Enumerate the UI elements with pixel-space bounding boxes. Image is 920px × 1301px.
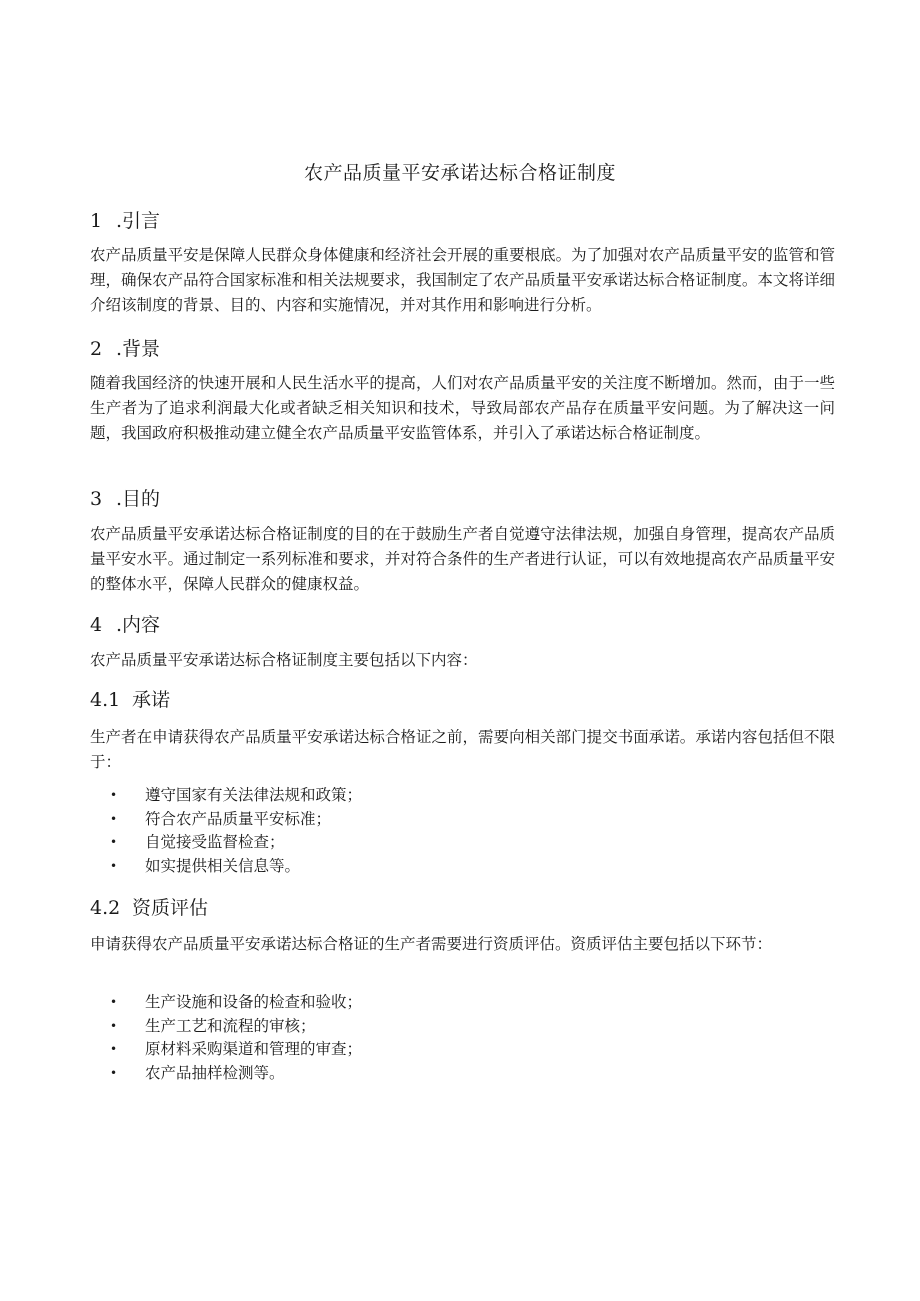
section-4-2-heading — [90, 895, 208, 921]
section-3-number: 3 — [90, 488, 103, 510]
section-4-title: .内容 — [116, 614, 161, 636]
section-4-1-title: 承诺 — [132, 689, 171, 711]
list-item: • 原材料采购渠道和管理的审查； — [90, 1038, 362, 1062]
list-item: • 符合农产品质量平安标准； — [90, 808, 362, 832]
section-4-paragraph: 农产品质量平安承诺达标合格证制度主要包括以下内容： — [90, 651, 478, 669]
section-4-number: 4 — [90, 614, 103, 636]
section-3-heading — [90, 486, 160, 512]
bullet-icon: • — [110, 788, 118, 802]
section-4-heading — [90, 612, 160, 638]
bullet-icon: • — [110, 1042, 118, 1056]
bullet-icon: • — [110, 1065, 118, 1080]
bullet-icon: • — [110, 858, 118, 873]
section-4-1-bullet-list — [90, 784, 362, 878]
section-2-paragraph: 随着我国经济的快速开展和人民生活水平的提高，人们对农产品质量平安的关注度不断增加。然而，由于一些生产者为了追求利润最大化或者缺乏相关知识和技术，导致局部农产品存在质量平安问题。为了解决这一问题，我国政府积极推动建立健全农产品质量平安监管体系，并引入了承诺达标合格证制度。 — [90, 374, 835, 442]
section-1-number: 1 — [90, 210, 103, 232]
section-4-2-title: 资质评估 — [132, 897, 209, 919]
section-2-number: 2 — [90, 338, 103, 360]
bullet-icon: • — [110, 811, 118, 826]
section-2-title: .背景 — [116, 338, 161, 360]
list-item: • 如实提供相关信息等。 — [90, 855, 362, 879]
section-4-2-bullet-list — [90, 991, 362, 1085]
bullet-icon: • — [110, 995, 118, 1009]
section-3-title: .目的 — [116, 488, 161, 510]
section-4-2-paragraph: 申请获得农产品质量平安承诺达标合格证的生产者需要进行资质评估。资质评估主要包括以下环节： — [90, 935, 773, 953]
list-item: • 农产品抽样检测等。 — [90, 1062, 362, 1086]
section-4-1-heading — [90, 687, 170, 713]
section-1-heading — [90, 208, 160, 234]
section-1-paragraph: 农产品质量平安是保障人民群众身体健康和经济社会开展的重要根底。为了加强对农产品质量平安的监管和管理，确保农产品符合国家标准和相关法规要求，我国制定了农产品质量平安承诺达标合格证制度。本文将详细介绍该制度的背景、目的、内容和实施情况，并对其作用和影响进行分析。 — [90, 246, 835, 314]
list-item: • 生产设施和设备的检查和验收； — [90, 991, 362, 1015]
section-4-1-number: 4.1 — [90, 689, 121, 711]
section-3-paragraph: 农产品质量平安承诺达标合格证制度的目的在于鼓励生产者自觉遵守法律法规，加强自身管理，提高农产品质量平安水平。通过制定一系列标准和要求，并对符合条件的生产者进行认证，可以有效地提高农产品质量平安的整体水平，保障人民群众的健康权益。 — [90, 525, 835, 593]
section-2-heading — [90, 336, 160, 362]
section-4-1-paragraph: 生产者在申请获得农产品质量平安承诺达标合格证之前，需要向相关部门提交书面承诺。承诺内容包括但不限于： — [90, 728, 835, 771]
section-1-title: .引言 — [116, 210, 161, 232]
section-4-2-number: 4.2 — [90, 897, 121, 919]
bullet-icon: • — [110, 835, 118, 849]
list-item: • 自觉接受监督检查； — [90, 831, 362, 855]
bullet-icon: • — [110, 1018, 118, 1033]
list-item: • 生产工艺和流程的审核； — [90, 1015, 362, 1039]
document-title: 农产品质量平安承诺达标合格证制度 — [303, 162, 616, 184]
list-item: • 遵守国家有关法律法规和政策； — [90, 784, 362, 808]
